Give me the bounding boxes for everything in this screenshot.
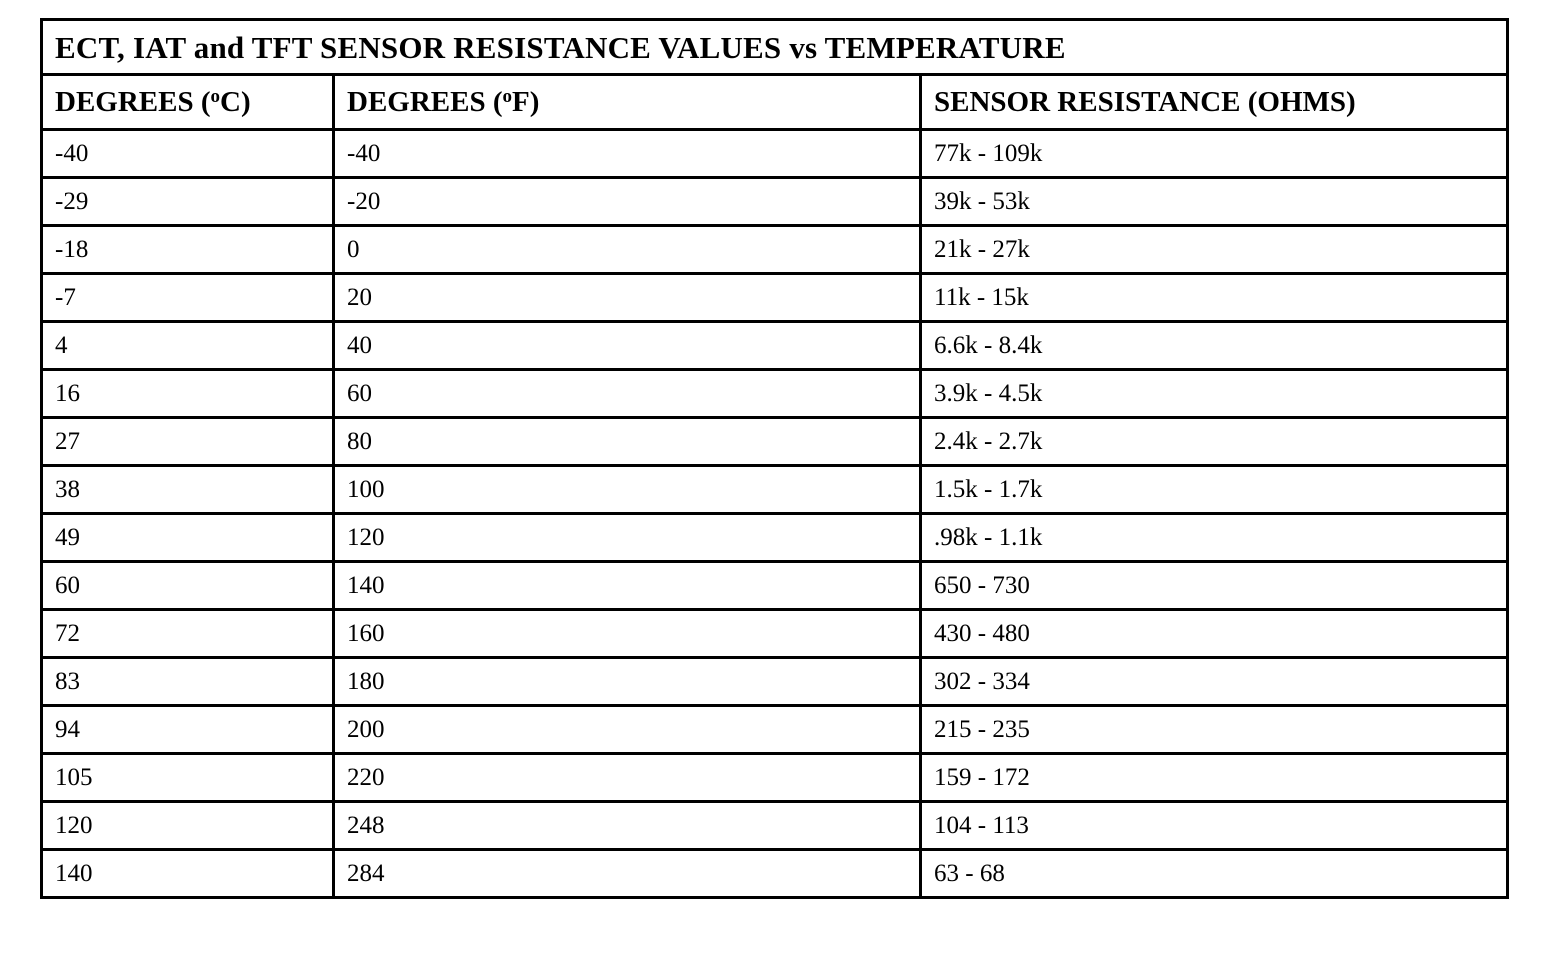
table-row — [42, 658, 1508, 706]
cell-fahrenheit: 248 — [334, 802, 921, 850]
table-row — [42, 418, 1508, 466]
header-degrees-celsius — [42, 75, 334, 130]
cell-fahrenheit: 40 — [334, 322, 921, 370]
cell-fahrenheit: 120 — [334, 514, 921, 562]
table-title-row — [42, 20, 1508, 75]
cell-celsius: 72 — [42, 610, 334, 658]
cell-celsius: -29 — [42, 178, 334, 226]
cell-fahrenheit: 200 — [334, 706, 921, 754]
cell-resistance: 104 - 113 — [921, 802, 1508, 850]
cell-resistance: .98k - 1.1k — [921, 514, 1508, 562]
cell-celsius: -40 — [42, 130, 334, 178]
cell-fahrenheit: 284 — [334, 850, 921, 898]
cell-resistance: 2.4k - 2.7k — [921, 418, 1508, 466]
cell-resistance: 430 - 480 — [921, 610, 1508, 658]
table-header-row — [42, 75, 1508, 130]
header-fahrenheit-prefix: DEGREES ( — [347, 85, 503, 118]
cell-celsius: -7 — [42, 274, 334, 322]
table-row — [42, 514, 1508, 562]
table-row — [42, 610, 1508, 658]
cell-celsius: 49 — [42, 514, 334, 562]
cell-celsius: -18 — [42, 226, 334, 274]
degree-symbol-celsius: o — [210, 85, 221, 107]
header-fahrenheit-suffix: F) — [512, 85, 540, 118]
cell-resistance: 77k - 109k — [921, 130, 1508, 178]
table-title: ECT, IAT and TFT SENSOR RESISTANCE VALUES vs TEMPERATURE — [42, 20, 1508, 75]
table-row — [42, 226, 1508, 274]
cell-celsius: 38 — [42, 466, 334, 514]
cell-resistance: 11k - 15k — [921, 274, 1508, 322]
cell-resistance: 302 - 334 — [921, 658, 1508, 706]
cell-fahrenheit: 0 — [334, 226, 921, 274]
table-row — [42, 130, 1508, 178]
cell-celsius: 60 — [42, 562, 334, 610]
cell-celsius: 27 — [42, 418, 334, 466]
cell-resistance: 650 - 730 — [921, 562, 1508, 610]
cell-fahrenheit: -20 — [334, 178, 921, 226]
table-row — [42, 370, 1508, 418]
cell-resistance: 6.6k - 8.4k — [921, 322, 1508, 370]
cell-fahrenheit: -40 — [334, 130, 921, 178]
cell-celsius: 94 — [42, 706, 334, 754]
table-row — [42, 274, 1508, 322]
cell-celsius: 120 — [42, 802, 334, 850]
cell-resistance: 215 - 235 — [921, 706, 1508, 754]
table-row — [42, 706, 1508, 754]
cell-fahrenheit: 100 — [334, 466, 921, 514]
table-row — [42, 850, 1508, 898]
cell-celsius: 4 — [42, 322, 334, 370]
cell-fahrenheit: 140 — [334, 562, 921, 610]
cell-celsius: 16 — [42, 370, 334, 418]
cell-fahrenheit: 20 — [334, 274, 921, 322]
sensor-resistance-sheet — [40, 18, 1506, 899]
cell-resistance: 39k - 53k — [921, 178, 1508, 226]
cell-fahrenheit: 80 — [334, 418, 921, 466]
table-row — [42, 178, 1508, 226]
table-row — [42, 802, 1508, 850]
cell-resistance: 3.9k - 4.5k — [921, 370, 1508, 418]
degree-symbol-fahrenheit: o — [502, 85, 513, 107]
cell-celsius: 140 — [42, 850, 334, 898]
cell-resistance: 63 - 68 — [921, 850, 1508, 898]
table-row — [42, 322, 1508, 370]
cell-celsius: 105 — [42, 754, 334, 802]
cell-resistance: 1.5k - 1.7k — [921, 466, 1508, 514]
table-row — [42, 562, 1508, 610]
header-degrees-fahrenheit — [334, 75, 921, 130]
table-row — [42, 466, 1508, 514]
cell-resistance: 159 - 172 — [921, 754, 1508, 802]
header-sensor-resistance: SENSOR RESISTANCE (OHMS) — [921, 75, 1508, 130]
header-celsius-prefix: DEGREES ( — [55, 85, 211, 118]
cell-fahrenheit: 160 — [334, 610, 921, 658]
cell-fahrenheit: 180 — [334, 658, 921, 706]
table-row — [42, 754, 1508, 802]
sensor-resistance-table — [40, 18, 1509, 899]
cell-resistance: 21k - 27k — [921, 226, 1508, 274]
cell-celsius: 83 — [42, 658, 334, 706]
cell-fahrenheit: 220 — [334, 754, 921, 802]
header-celsius-suffix: C) — [220, 85, 251, 118]
cell-fahrenheit: 60 — [334, 370, 921, 418]
